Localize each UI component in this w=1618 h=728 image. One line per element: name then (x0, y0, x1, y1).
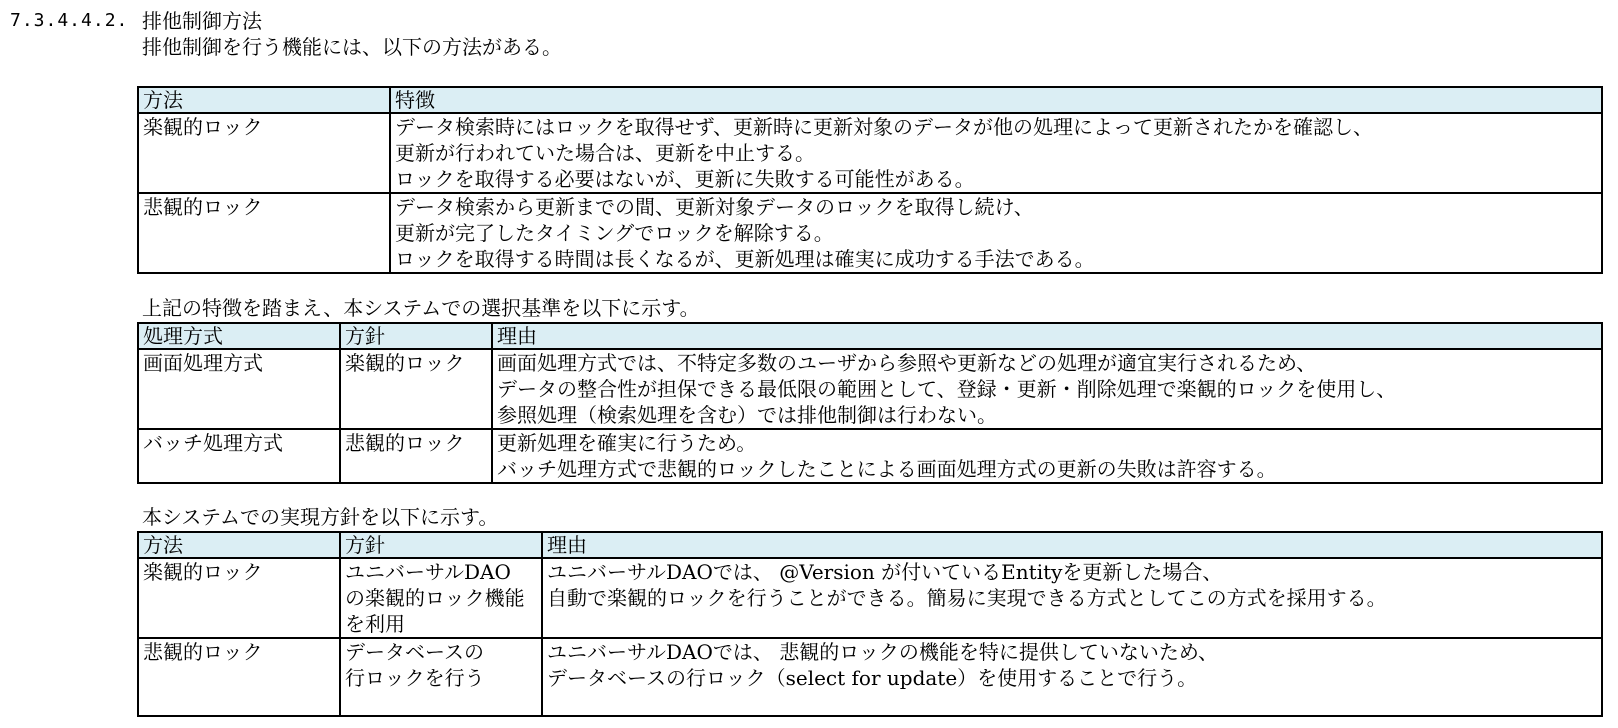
feature-line: データ検索から更新までの間、更新対象データのロックを取得し続け、 (395, 195, 1034, 219)
selection-criteria-caption: 上記の特徴を踏まえ、本システムでの選択基準を以下に示す。 (142, 296, 700, 320)
method-name: 悲観的ロック (143, 640, 263, 664)
reason-line: 自動で楽観的ロックを行うことができる。簡易に実現できる方式としてこの方式を採用する。 (547, 586, 1387, 610)
reason-line: データベースの行ロック（select for update）を使用することで行う。 (547, 666, 1198, 690)
policy-cell (340, 638, 542, 716)
reason-line: 参照処理（検索処理を含む）では排他制御は行わない。 (497, 403, 997, 427)
table-row (138, 193, 1602, 273)
reason-line: ユニバーサルDAOでは、 悲観的ロックの機能を特に提供していないため、 (547, 640, 1219, 664)
column-header-feature: 特徴 (390, 87, 1602, 113)
reason-line: 更新処理を確実に行うため。 (497, 431, 757, 455)
reason-cell (492, 429, 1602, 483)
policy-line: 行ロックを行う (345, 666, 485, 690)
method-name: 楽観的ロック (143, 115, 263, 139)
mode-cell (138, 349, 340, 429)
selection-criteria-table (137, 322, 1603, 484)
column-header-method: 方法 (138, 532, 340, 558)
column-header-processing-mode: 処理方式 (138, 323, 340, 349)
column-header-reason: 理由 (542, 532, 1602, 558)
feature-line: ロックを取得する必要はないが、更新に失敗する可能性がある。 (395, 167, 975, 191)
reason-cell (492, 349, 1602, 429)
table-row (138, 638, 1602, 716)
policy-cell (340, 558, 542, 638)
reason-line: バッチ処理方式で悲観的ロックしたことによる画面処理方式の更新の失敗は許容する。 (497, 457, 1277, 481)
implementation-policy-caption: 本システムでの実現方針を以下に示す。 (142, 505, 499, 529)
table-row (138, 349, 1602, 429)
mode-name: バッチ処理方式 (143, 431, 283, 455)
section-title: 排他制御方法 (142, 9, 262, 33)
feature-line: 更新が行われていた場合は、更新を中止する。 (395, 141, 815, 165)
column-header-policy: 方針 (340, 532, 542, 558)
method-cell (138, 638, 340, 716)
policy-line: ユニバーサルDAO (345, 560, 511, 584)
column-header-reason: 理由 (492, 323, 1602, 349)
section-intro: 排他制御を行う機能には、以下の方法がある。 (142, 35, 562, 59)
reason-cell (542, 638, 1602, 716)
policy-cell (340, 349, 492, 429)
table-header-row (138, 323, 1602, 349)
reason-line: 画面処理方式では、不特定多数のユーザから参照や更新などの処理が適宜実行されるため、 (497, 351, 1317, 375)
section-number: 7.3.4.4.2. (10, 10, 129, 31)
feature-cell (390, 193, 1602, 273)
table-header-row (138, 532, 1602, 558)
feature-line: 更新が完了したタイミングでロックを解除する。 (395, 221, 834, 245)
policy-name: 楽観的ロック (345, 351, 465, 375)
column-header-method: 方法 (138, 87, 390, 113)
reason-cell (542, 558, 1602, 638)
table-header-row (138, 87, 1602, 113)
policy-line: データベースの (345, 640, 484, 664)
method-cell (138, 113, 390, 193)
table-row (138, 558, 1602, 638)
policy-line: を利用 (345, 612, 405, 636)
feature-line: ロックを取得する時間は長くなるが、更新処理は確実に成功する手法である。 (395, 247, 1095, 271)
mode-name: 画面処理方式 (143, 351, 263, 375)
table-row (138, 113, 1602, 193)
method-cell (138, 193, 390, 273)
reason-line: ユニバーサルDAOでは、 @Version が付いているEntityを更新した場合、 (547, 560, 1223, 584)
implementation-policy-table (137, 531, 1603, 717)
policy-cell (340, 429, 492, 483)
mode-cell (138, 429, 340, 483)
reason-line: データの整合性が担保できる最低限の範囲として、登録・更新・削除処理で楽観的ロックを使用し、 (497, 377, 1397, 401)
method-name: 悲観的ロック (143, 195, 263, 219)
method-cell (138, 558, 340, 638)
lock-methods-table (137, 86, 1603, 274)
policy-name: 悲観的ロック (345, 431, 465, 455)
policy-line: の楽観的ロック機能 (345, 586, 525, 610)
table-row (138, 429, 1602, 483)
feature-line: データ検索時にはロックを取得せず、更新時に更新対象のデータが他の処理によって更新されたかを確認し、 (395, 115, 1373, 139)
column-header-policy: 方針 (340, 323, 492, 349)
method-name: 楽観的ロック (143, 560, 263, 584)
feature-cell (390, 113, 1602, 193)
